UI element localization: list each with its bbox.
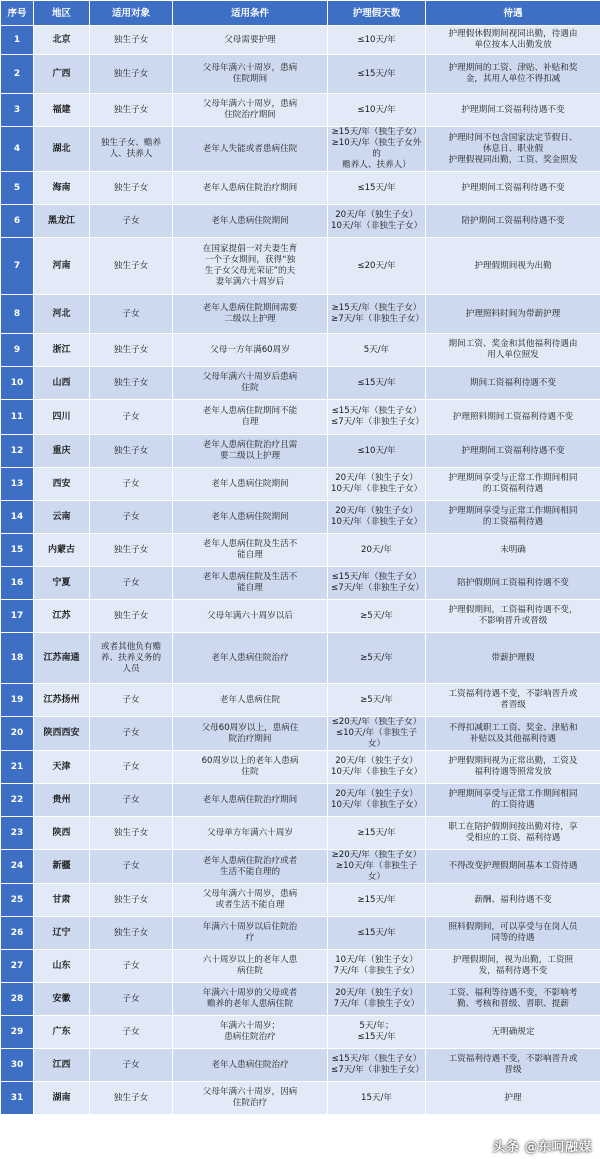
header-treatment: 待遇 [426, 1, 600, 26]
table-row [1, 94, 600, 127]
row-treatment: 护理假期间，工资福利待遇不变， 不影响晋升或晋级 [426, 600, 600, 633]
row-condition: 在国家提倡一对夫妻生育 一个子女期间，获得“独 生子女父母光荣证”的夫 妻年满六十周岁后 [173, 238, 328, 295]
table-row [1, 1016, 600, 1049]
table-row [1, 295, 600, 334]
row-days: ≥5天/年 [328, 684, 426, 717]
table-row [1, 950, 600, 983]
table-row [1, 684, 600, 717]
row-index: 28 [1, 983, 34, 1016]
row-days: ≥15天/年 [328, 884, 426, 917]
row-region: 江西 [34, 1049, 90, 1082]
row-days: 20天/年（独生子女） 10天/年（非独生子女） [328, 205, 426, 238]
row-region: 宁夏 [34, 567, 90, 600]
row-condition: 年满六十周岁以后住院治 疗 [173, 917, 328, 950]
row-index: 18 [1, 633, 34, 684]
row-condition: 年满六十周岁； 患病住院治疗 [173, 1016, 328, 1049]
row-treatment: 护理假期间视为正常出勤，工资及 福利待遇等照常发放 [426, 751, 600, 784]
row-region: 重庆 [34, 435, 90, 468]
row-days: ≥15天/年 [328, 817, 426, 850]
row-treatment: 不得扣减职工工资、奖金、津贴和 补贴以及其他福利待遇 [426, 717, 600, 751]
row-condition: 父母年满六十周岁，因病 住院治疗 [173, 1082, 328, 1115]
row-region: 福建 [34, 94, 90, 127]
row-region: 浙江 [34, 334, 90, 367]
row-condition: 六十周岁以上的老年人患 病住院 [173, 950, 328, 983]
row-target: 独生子女 [90, 1082, 173, 1115]
row-treatment: 护理期间工资福利待遇不变 [426, 94, 600, 127]
table-row [1, 205, 600, 238]
row-region: 贵州 [34, 784, 90, 817]
row-index: 30 [1, 1049, 34, 1082]
header-condition: 适用条件 [173, 1, 328, 26]
row-treatment: 期间工资、奖金和其他福利待遇由 用人单位照发 [426, 334, 600, 367]
table-row [1, 567, 600, 600]
row-condition: 老年人患病住院治疗期间 [173, 784, 328, 817]
row-target: 子女 [90, 400, 173, 435]
row-treatment: 护理假期间，视为出勤，工资照 发，福利待遇不变 [426, 950, 600, 983]
row-index: 22 [1, 784, 34, 817]
row-days: ≤15天/年（独生子女） ≤7天/年（非独生子女） [328, 1049, 426, 1082]
row-days: 20天/年（独生子女） 10天/年（非独生子女） [328, 784, 426, 817]
row-treatment: 工资福利待遇不变，不影响晋升或 者晋级 [426, 684, 600, 717]
row-condition: 老年人失能或者患病住院 [173, 127, 328, 172]
row-days: ≤15天/年（独生子女） ≤7天/年（非独生子女） [328, 567, 426, 600]
row-days: 20天/年（独生子女） 10天/年（非独生子女） [328, 751, 426, 784]
table-row [1, 367, 600, 400]
row-region: 山西 [34, 367, 90, 400]
row-days: ≤15天/年 [328, 172, 426, 205]
row-index: 13 [1, 468, 34, 501]
row-index: 12 [1, 435, 34, 468]
row-days: ≤20天/年（独生子女） ≤10天/年（非独生子女） [328, 717, 426, 751]
table-row [1, 633, 600, 684]
row-treatment: 工资福利待遇不变，不影响晋升或 晋级 [426, 1049, 600, 1082]
row-target: 子女 [90, 567, 173, 600]
row-target: 子女 [90, 1049, 173, 1082]
row-index: 16 [1, 567, 34, 600]
row-index: 25 [1, 884, 34, 917]
row-treatment: 无明确规定 [426, 1016, 600, 1049]
row-region: 山东 [34, 950, 90, 983]
row-treatment: 护理期间享受与正常工作期间相同 的工资待遇 [426, 784, 600, 817]
header-region: 地区 [34, 1, 90, 26]
row-index: 31 [1, 1082, 34, 1115]
row-treatment: 未明确 [426, 534, 600, 567]
row-treatment: 工资、福利等待遇不变，不影响考 勤、考核和晋级、晋职、提薪 [426, 983, 600, 1016]
row-target: 子女 [90, 684, 173, 717]
row-region: 黑龙江 [34, 205, 90, 238]
row-target: 独生子女 [90, 172, 173, 205]
row-region: 云南 [34, 501, 90, 534]
table-row [1, 127, 600, 172]
row-condition: 60周岁以上的老年人患病 住院 [173, 751, 328, 784]
row-condition: 父母年满六十周岁以后 [173, 600, 328, 633]
row-condition: 父母年满六十周岁后患病 住院 [173, 367, 328, 400]
row-days: ≤15天/年（独生子女） ≤7天/年（非独生子女） [328, 400, 426, 435]
row-days: 20天/年（独生子女） 7天/年（非独生子女） [328, 983, 426, 1016]
table-row [1, 751, 600, 784]
row-target: 子女 [90, 295, 173, 334]
row-days: ≤15天/年 [328, 917, 426, 950]
row-target: 独生子女 [90, 600, 173, 633]
row-condition: 老年人患病住院 [173, 684, 328, 717]
row-target: 子女 [90, 717, 173, 751]
row-treatment: 护理照料时间为带薪护理 [426, 295, 600, 334]
row-region: 天津 [34, 751, 90, 784]
row-days: ≤20天/年 [328, 238, 426, 295]
row-treatment: 护理期间工资福利待遇不变 [426, 435, 600, 468]
row-condition: 父母单方年满六十周岁 [173, 817, 328, 850]
row-target: 子女 [90, 205, 173, 238]
table-row [1, 435, 600, 468]
row-target: 独生子女 [90, 917, 173, 950]
row-treatment: 护理假休假期间视同出勤，待遇由 单位按本人出勤发放 [426, 26, 600, 55]
row-condition: 父母60周岁以上，患病住 院治疗期间 [173, 717, 328, 751]
row-days: ≥5天/年 [328, 633, 426, 684]
row-target: 独生子女 [90, 817, 173, 850]
table-row [1, 534, 600, 567]
table-body [1, 26, 600, 1115]
row-index: 15 [1, 534, 34, 567]
row-region: 陕西 [34, 817, 90, 850]
row-region: 广西 [34, 55, 90, 94]
row-region: 湖南 [34, 1082, 90, 1115]
table-row [1, 172, 600, 205]
header-days: 护理假天数 [328, 1, 426, 26]
row-condition: 老年人患病住院期间不能 自理 [173, 400, 328, 435]
row-target: 独生子女 [90, 367, 173, 400]
row-treatment: 护理期间工资福利待遇不变 [426, 172, 600, 205]
row-condition: 父母需要护理 [173, 26, 328, 55]
row-region: 西安 [34, 468, 90, 501]
row-index: 4 [1, 127, 34, 172]
row-index: 6 [1, 205, 34, 238]
row-index: 20 [1, 717, 34, 751]
row-region: 江苏扬州 [34, 684, 90, 717]
row-treatment: 护理期间的工资、津贴、补贴和奖 金，其用人单位不得扣减 [426, 55, 600, 94]
row-condition: 父母年满六十周岁，患病 或者生活不能自理 [173, 884, 328, 917]
row-condition: 老年人患病住院治疗 [173, 1049, 328, 1082]
table-row [1, 717, 600, 751]
header-target: 适用对象 [90, 1, 173, 26]
row-days: ≥5天/年 [328, 600, 426, 633]
row-treatment: 护理 [426, 1082, 600, 1115]
row-region: 内蒙古 [34, 534, 90, 567]
row-region: 北京 [34, 26, 90, 55]
row-target: 或者其他负有赡 养、扶养义务的 人员 [90, 633, 173, 684]
row-target: 子女 [90, 950, 173, 983]
row-treatment: 陪护假期间工资福利待遇不变 [426, 567, 600, 600]
row-days: ≤15天/年 [328, 367, 426, 400]
row-region: 安徽 [34, 983, 90, 1016]
row-condition: 老年人患病住院期间 [173, 205, 328, 238]
table-row [1, 983, 600, 1016]
row-region: 新疆 [34, 850, 90, 884]
row-target: 独生子女、赡养 人、扶养人 [90, 127, 173, 172]
table-row [1, 400, 600, 435]
row-condition: 老年人患病住院及生活不 能自理 [173, 567, 328, 600]
row-index: 3 [1, 94, 34, 127]
row-index: 1 [1, 26, 34, 55]
table-row [1, 884, 600, 917]
row-target: 子女 [90, 501, 173, 534]
row-condition: 老年人患病住院期间 [173, 501, 328, 534]
row-target: 独生子女 [90, 334, 173, 367]
row-treatment: 护理期间享受与正常工作期间相同 的工资福利待遇 [426, 501, 600, 534]
row-treatment: 护理照料期间工资福利待遇不变 [426, 400, 600, 435]
row-target: 独生子女 [90, 534, 173, 567]
row-index: 26 [1, 917, 34, 950]
row-condition: 年满六十周岁的父母或者 赡养的老年人患病住院 [173, 983, 328, 1016]
row-target: 独生子女 [90, 94, 173, 127]
row-days: ≤10天/年 [328, 26, 426, 55]
table-row [1, 600, 600, 633]
row-index: 8 [1, 295, 34, 334]
row-region: 辽宁 [34, 917, 90, 950]
row-index: 10 [1, 367, 34, 400]
row-index: 17 [1, 600, 34, 633]
row-region: 江苏南通 [34, 633, 90, 684]
row-days: 20天/年 [328, 534, 426, 567]
row-region: 甘肃 [34, 884, 90, 917]
table-row [1, 55, 600, 94]
row-index: 21 [1, 751, 34, 784]
row-region: 湖北 [34, 127, 90, 172]
row-days: ≤10天/年 [328, 94, 426, 127]
row-days: 5天/年 [328, 334, 426, 367]
header-index: 序号 [1, 1, 34, 26]
table-row [1, 1082, 600, 1115]
row-region: 四川 [34, 400, 90, 435]
row-days: ≥15天/年（独生子女） ≥7天/年（非独生子女） [328, 295, 426, 334]
row-days: 10天/年（独生子女） 7天/年（非独生子女） [328, 950, 426, 983]
row-condition: 老年人患病住院治疗 [173, 633, 328, 684]
row-index: 14 [1, 501, 34, 534]
row-index: 2 [1, 55, 34, 94]
table-row [1, 238, 600, 295]
row-condition: 父母年满六十周岁，患病 住院期间 [173, 55, 328, 94]
row-region: 河北 [34, 295, 90, 334]
row-region: 广东 [34, 1016, 90, 1049]
row-target: 子女 [90, 468, 173, 501]
table-row [1, 917, 600, 950]
row-condition: 老年人患病住院期间 [173, 468, 328, 501]
row-target: 子女 [90, 751, 173, 784]
row-treatment: 照料假期间，可以享受与在岗人员 同等的待遇 [426, 917, 600, 950]
row-condition: 老年人患病住院期间需要 二级以上护理 [173, 295, 328, 334]
row-target: 子女 [90, 850, 173, 884]
row-treatment: 带薪护理假 [426, 633, 600, 684]
row-index: 24 [1, 850, 34, 884]
row-condition: 老年人患病住院治疗或者 生活不能自理的 [173, 850, 328, 884]
row-index: 9 [1, 334, 34, 367]
row-index: 5 [1, 172, 34, 205]
row-index: 11 [1, 400, 34, 435]
row-days: 5天/年； ≤15天/年 [328, 1016, 426, 1049]
table-header-row [1, 1, 600, 26]
row-days: 15天/年 [328, 1082, 426, 1115]
row-target: 独生子女 [90, 55, 173, 94]
row-region: 陕西西安 [34, 717, 90, 751]
row-treatment: 护理期间享受与正常工作期间相同 的工资福利待遇 [426, 468, 600, 501]
row-days: 20天/年（独生子女） 10天/年（非独生子女） [328, 501, 426, 534]
row-treatment: 护理假期间视为出勤 [426, 238, 600, 295]
table-row [1, 850, 600, 884]
table-row [1, 1049, 600, 1082]
table-row [1, 334, 600, 367]
row-target: 独生子女 [90, 26, 173, 55]
row-condition: 父母年满六十周岁，患病 住院治疗期间 [173, 94, 328, 127]
row-region: 江苏 [34, 600, 90, 633]
row-index: 23 [1, 817, 34, 850]
row-treatment: 陪护期间工资福利待遇不变 [426, 205, 600, 238]
row-condition: 老年人患病住院及生活不 能自理 [173, 534, 328, 567]
watermark: 头条 @东呵融媒 [492, 1140, 592, 1155]
table-row [1, 784, 600, 817]
row-days: ≤15天/年 [328, 55, 426, 94]
row-region: 河南 [34, 238, 90, 295]
row-condition: 老年人患病住院治疗且需 要二级以上护理 [173, 435, 328, 468]
row-days: ≥15天/年（独生子女） ≥10天/年（独生子女外的 赡养人、扶养人） [328, 127, 426, 172]
row-treatment: 薪酬、福利待遇不变 [426, 884, 600, 917]
row-condition: 父母一方年满60周岁 [173, 334, 328, 367]
row-target: 子女 [90, 784, 173, 817]
row-target: 独生子女 [90, 238, 173, 295]
row-index: 7 [1, 238, 34, 295]
table-row [1, 26, 600, 55]
row-days: ≥20天/年（独生子女） ≥10天/年（非独生子女） [328, 850, 426, 884]
row-index: 29 [1, 1016, 34, 1049]
table-row [1, 817, 600, 850]
row-treatment: 期间工资福利待遇不变 [426, 367, 600, 400]
row-target: 独生子女 [90, 435, 173, 468]
table-row [1, 468, 600, 501]
row-treatment: 护理时间不包含国家法定节假日、 休息日、职业假 护理假视同出勤，工资、奖金照发 [426, 127, 600, 172]
row-target: 子女 [90, 1016, 173, 1049]
row-index: 27 [1, 950, 34, 983]
row-days: 20天/年（独生子女） 10天/年（非独生子女） [328, 468, 426, 501]
row-target: 子女 [90, 983, 173, 1016]
row-days: ≤10天/年 [328, 435, 426, 468]
row-target: 独生子女 [90, 884, 173, 917]
row-treatment: 职工在陪护假期间按出勤对待，享 受相应的工资、福利待遇 [426, 817, 600, 850]
table-row [1, 501, 600, 534]
row-condition: 老年人患病住院治疗期间 [173, 172, 328, 205]
row-treatment: 不得改变护理假期间基本工资待遇 [426, 850, 600, 884]
row-region: 海南 [34, 172, 90, 205]
row-index: 19 [1, 684, 34, 717]
